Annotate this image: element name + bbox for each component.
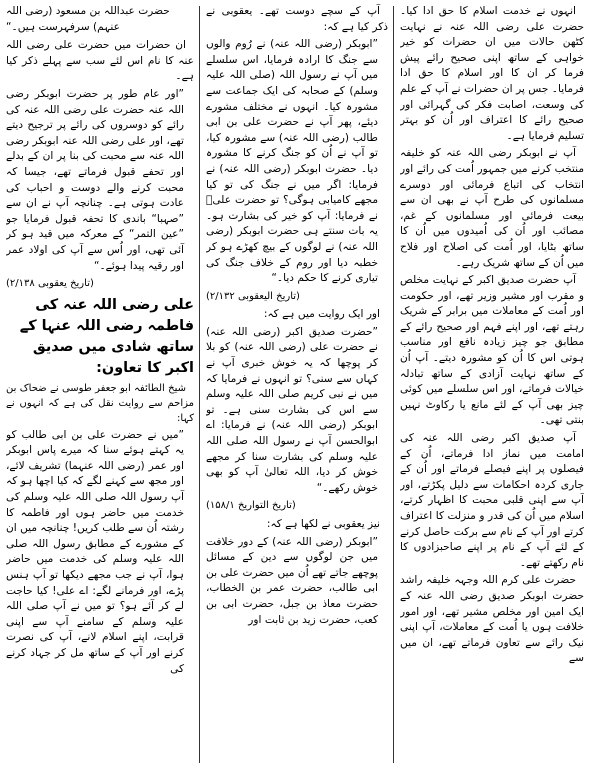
quotation-end: حضرت عبداللہ بن مسعود (رضی اللہ عنہم) سرفہرست ہیں۔“ bbox=[6, 5, 170, 33]
citation: (تاریخ الیعقوبی ۲/۱۳۲) bbox=[206, 290, 300, 302]
column-right bbox=[400, 4, 584, 765]
narrator-line: شیخ الطائفہ ابو جعفر طوسی نے ضحاک بن مزاحم سے روایت نقل کی ہے کہ انہوں نے کہا: bbox=[6, 382, 194, 424]
paragraph: آپ حضرت صدیق اکبر کے نہایت مخلص و مقرب اور مشیر وزیر تھے، اور حکومت اور اُمت کے معاملات میں برابر کے شریک رہتے تھے، اور اپنے فہم اور صحیح رائے کے مطابق جو چیز زیادہ نافع اور مناسب ہوتی اس کا اُن کو مشورہ دیتے۔ آپ اُن کے ساتھ نہایت آزادی کے ساتھ تبادلہ خیالات فرماتے، اور اس سلسلے میں کوئی چیز بھی آپ کے لئے مانع یا رکاوٹ نہیں بنتی تھی۔ bbox=[400, 274, 584, 427]
quotation: ”حضرت صدیق اکبر (رضی اللہ عنہ) نے حضرت علی (رضی اللہ عنہ) کو بلا کر پوچھا کہ یہ خوش خبری آپ نے کہاں سے سنی؟ تو انہوں نے فرمایا کہ میں نے نبی کریم صلی اللہ علیہ وسلم سے اس کی بشارت سنی ہے۔ تو ابوبکر (رضی اللہ عنہ) نے فرمایا: اے ابوالحسن آپ نے رسول اللہ صلی اللہ علیہ وسلم کی بشارت سنا کر مجھے خوش کر دیا، اللہ تعالیٰ آپ کو بھی خوش رکھے۔“ bbox=[206, 325, 378, 494]
column-divider bbox=[199, 6, 200, 763]
column-middle bbox=[206, 4, 388, 765]
quotation: ”ابوبکر (رضی اللہ عنہ) کے دور خلافت میں جن لوگوں سے دین کے مسائل پوچھے جاتے تھے اُن میں حضرت علی بن ابی طالب، حضرت عمر بن الخطاب، حضرت معاذ بن جبل، حضرت ابی بن کعب، حضرت زید بن ثابت اور bbox=[206, 535, 378, 626]
paragraph: آپ کے سچے دوست تھے۔ یعقوبی نے ذکر کیا ہے کہ: bbox=[206, 5, 388, 33]
citation: (تاریخ یعقوبی ۲/۱۳۸) bbox=[6, 278, 94, 290]
paragraph: حضرت علی کرم اللہ وجہہ خلیفہ راشد حضرت ابوبکر صدیق رضی اللہ عنہ کے ایک امین اور مخلص مشیر تھے، اور امور خلافت ہوں یا اُمت کے معاملات، آپ اپنی نیک رائے سے تعاون فرماتے تھے، ان میں سے bbox=[400, 574, 584, 665]
section-heading: علی رضی اللہ عنہ کی فاطمہ رضی اللہ عنہا کے ساتھ شادی میں صدیق اکبر کا تعاون: bbox=[19, 296, 194, 376]
citation: (تاریخ التواریخ ۱۵۸/۱) bbox=[206, 500, 296, 512]
newspaper-page bbox=[6, 4, 584, 765]
quotation: ”اور عام طور پر حضرت ابوبکر رضی اللہ عنہ حضرت علی رضی اللہ عنہ کی رائے کو دوسروں کی رائے پر ترجیح دیتے تھے، اور علی رضی اللہ عنہ ابوبکر رضی اللہ عنہ سے محبت کی بنا پر ان کے بدلے اور تحفے قبول فرماتے تھے، جیسا کہ محبت کرنے والے دوست و احباب کی عادت ہوتی ہے۔ چنانچہ آپ نے ان سے ”صہبا“ باندی کا تحفہ قبول فرمایا جو ”عین التمر“ کے معرکہ میں قید ہو کر آئی تھی، اور اُس سے آپ کی اولاد عمر اور رقیہ پیدا ہوئے۔“ bbox=[6, 87, 184, 272]
paragraph: آپ نے ابوبکر رضی اللہ عنہ کو خلیفہ منتخب کرنے میں جمہور اُمت کی رائے اور انتخاب کی اتباع فرمائی اور دوسرے مسلمانوں کی طرح آپ نے بھی ان سے بیعت فرمائی اور مسلمانوں کے غم، مصائب اور اُن کی اُمیدوں میں اُن کا ساتھ بٹایا، اور اُمت کی اصلاح اور فلاح میں اُن کے ساتھ شریک رہے۔ bbox=[400, 147, 584, 269]
quotation: ”ابوبکر (رضی اللہ عنہ) نے رُوم والوں سے جنگ کا ارادہ فرمایا، اس سلسلے میں آپ نے رسول اللہ (صلی اللہ علیہ وسلم) کے صحابہ کی ایک جماعت سے مشورہ کیا۔ انہوں نے مختلف مشورے دیئے، پھر آپ نے حضرت علی بن ابی طالب (رضی اللہ عنہ) سے مشورہ کیا، تو آپ نے اُن کو جنگ کرنے کا مشورہ دیا۔ حضرت ابوبکر (رضی اللہ عنہ) نے فرمایا: اگر میں نے جنگ کی تو کیا مجھے کامیابی ہوگی؟ تو حضرت علیؓ نے فرمایا: آپ کو خیر کی بشارت ہو۔ یہ بات سنتے ہی حضرت ابوبکر (رضی اللہ عنہ) نے لوگوں کے بیچ کھڑے ہو کر خطبہ دیا اور روم کے خلاف جنگ کی تیاری کرنے کا حکم دیا۔“ bbox=[206, 38, 378, 285]
quotation: ”میں نے حضرت علی بن ابی طالب کو یہ کہتے ہوئے سنا کہ میرے پاس ابوبکر اور عمر (رضی اللہ عنہما) تشریف لائے، اور مجھ سے کہنے لگے کہ کیا اچھا ہو کہ آپ رسول اللہ صلی اللہ علیہ وسلم کی خدمت میں حاضر ہوں اور فاطمہ کا رشتہ اُن سے طلب کریں! چنانچہ میں ان کے مشورے کے مطابق رسول اللہ صلی اللہ علیہ وسلم کی خدمت میں حاضر ہوا، آپ نے جب مجھے دیکھا تو آپ ہنس پڑے، اور فرمانے لگے: اے علی! کیا حاجت لے کر آئے ہو؟ تو میں نے آپ صلی اللہ علیہ وسلم کے سامنے آپ سے اپنی قرابت، اپنے اسلام لانے، آپ کی نصرت کرنے اور آپ کے ساتھ مل کر جہاد کرنے کی bbox=[6, 428, 184, 675]
paragraph: انہوں نے خدمت اسلام کا حق ادا کیا۔ حضرت علی رضی اللہ عنہ نے نہایت کٹھن حالات میں ان حضرات کو خیر خواہی کے ساتھ اپنی صحیح رائے پیش فرما کر ان کا اور اسلام کا حق ادا فرمایا۔ جس پر ان حضرات نے آپ کے علم کی وسعت، اصابت فکر کی گہرائی اور صحیح رائے کا اعتراف اور اُن کو بہتر تسلیم فرمایا ہے۔ bbox=[400, 5, 584, 142]
paragraph: اور ایک روایت میں ہے کہ: bbox=[263, 308, 380, 321]
column-divider bbox=[393, 6, 394, 763]
paragraph: نیز یعقوبی نے لکھا ہے کہ: bbox=[266, 518, 380, 530]
paragraph: آپ صدیق اکبر رضی اللہ عنہ کی امامت میں نماز ادا فرماتے، اُن کے فیصلوں پر اپنے فیصلے فرماتے اور اُن کے جاری کردہ احکامات سے دلیل پکڑتے، اور آپ سے اپنی قلبی محبت کا اظہار کرتے، اسلام میں اُن کی قدر و منزلت کا اعتراف کرتے اور آپ کے نام سے برکت حاصل کرنے کے لئے آپ کے نام پر اپنے صاحبزادوں کا نام رکھتے تھے۔ bbox=[400, 432, 584, 569]
paragraph: ان حضرات میں حضرت علی رضی اللہ عنہ کا نام اس لئے سب سے پہلے ذکر کیا ہے۔ bbox=[6, 39, 194, 83]
column-left bbox=[6, 4, 194, 765]
